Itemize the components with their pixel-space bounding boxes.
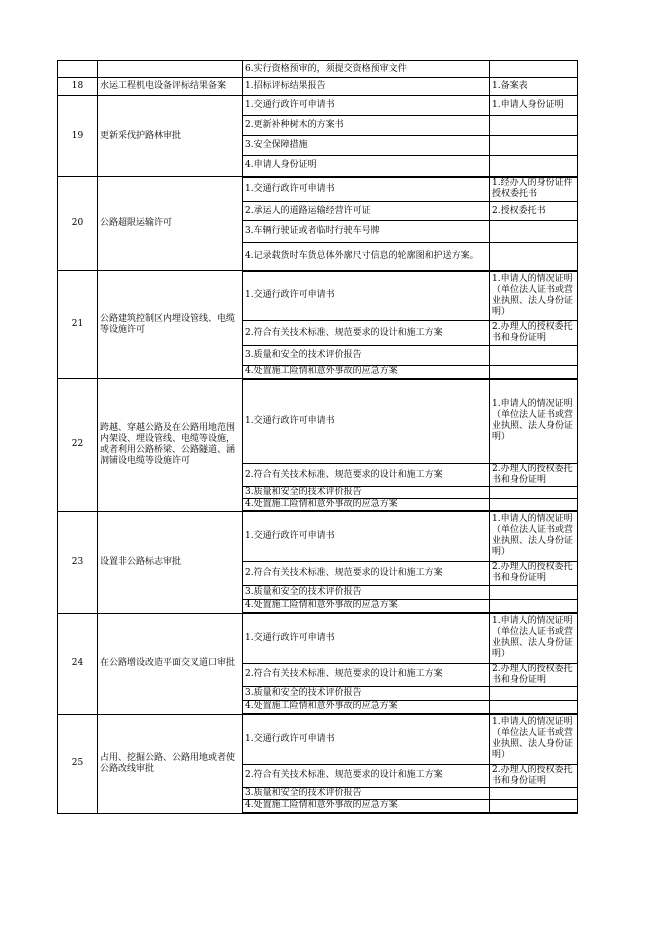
table-row	[58, 271, 578, 321]
table-row	[58, 714, 578, 764]
supplementary-material	[490, 61, 578, 78]
supplementary-material: 2.办理人的授权委托书和身份证明	[490, 764, 578, 787]
supplementary-material: 2.办理人的授权委托书和身份证明	[490, 464, 578, 487]
required-material: 1.交通行政许可申请书	[243, 511, 490, 561]
required-material: 3.质量和安全的技术评价报告	[243, 686, 490, 700]
supplementary-material: 1.经办人的身份证件授权委托书	[490, 177, 578, 202]
required-material: 4.记录载货时车货总体外廓尺寸信息的轮廓图和护送方案。	[243, 243, 490, 271]
item-number: 21	[58, 271, 98, 379]
table-row	[58, 511, 578, 561]
item-name: 在公路增设改造平面交叉道口审批	[98, 613, 243, 714]
item-name: 公路超限运输许可	[98, 177, 243, 271]
supplementary-material: 1.申请人的情况证明（单位法人证书或营业执照、法人身份证明）	[490, 271, 578, 321]
required-material: 4.处置施工险情和意外事故的应急方案	[243, 700, 490, 714]
required-material: 1.交通行政许可申请书	[243, 379, 490, 464]
supplementary-material: 2.办理人的授权委托书和身份证明	[490, 321, 578, 346]
required-material: 2.符合有关技术标准、规范要求的设计和施工方案	[243, 561, 490, 585]
required-material: 3.质量和安全的技术评价报告	[243, 487, 490, 499]
item-name: 水运工程机电设备评标结果备案	[98, 78, 243, 96]
supplementary-material	[490, 585, 578, 599]
required-material: 3.质量和安全的技术评价报告	[243, 346, 490, 366]
required-material: 4.处置施工险情和意外事故的应急方案	[243, 499, 490, 512]
required-material: 4.处置施工险情和意外事故的应急方案	[243, 366, 490, 379]
required-material: 3.质量和安全的技术评价报告	[243, 787, 490, 799]
table-row	[58, 78, 578, 96]
item-name: 占用、挖掘公路、公路用地或者使公路改线审批	[98, 714, 243, 813]
table-row	[58, 177, 578, 202]
supplementary-material	[490, 487, 578, 499]
supplementary-material	[490, 136, 578, 156]
item-number: 19	[58, 96, 98, 177]
supplementary-material: 2.办理人的授权委托书和身份证明	[490, 561, 578, 585]
required-material: 2.符合有关技术标准、规范要求的设计和施工方案	[243, 321, 490, 346]
supplementary-material: 1.申请人的情况证明（单位法人证书或营业执照、法人身份证明）	[490, 613, 578, 663]
supplementary-material: 1.备案表	[490, 78, 578, 96]
required-material: 1.招标评标结果报告	[243, 78, 490, 96]
supplementary-material	[490, 243, 578, 271]
required-material: 3.车辆行驶证或者临时行驶车号牌	[243, 221, 490, 243]
supplementary-material	[490, 599, 578, 613]
item-number	[58, 61, 98, 78]
table-row	[58, 61, 578, 78]
item-name: 更新采伐护路林审批	[98, 96, 243, 177]
required-material: 2.更新补种树木的方案书	[243, 116, 490, 136]
table-row	[58, 613, 578, 663]
supplementary-material	[490, 499, 578, 512]
item-name: 设置非公路标志审批	[98, 511, 243, 613]
item-number: 18	[58, 78, 98, 96]
required-material: 4.申请人身份证明	[243, 156, 490, 177]
required-material: 1.交通行政许可申请书	[243, 613, 490, 663]
supplementary-material: 1.申请人的情况证明（单位法人证书或营业执照、法人身份证明）	[490, 714, 578, 764]
required-material: 2.符合有关技术标准、规范要求的设计和施工方案	[243, 464, 490, 487]
table-row	[58, 379, 578, 464]
required-material: 2.符合有关技术标准、规范要求的设计和施工方案	[243, 764, 490, 787]
supplementary-material	[490, 116, 578, 136]
item-name: 公路建筑控制区内埋设管线、电缆等设施许可	[98, 271, 243, 379]
supplementary-material: 2.办理人的授权委托书和身份证明	[490, 663, 578, 686]
supplementary-material	[490, 156, 578, 177]
required-material: 2.符合有关技术标准、规范要求的设计和施工方案	[243, 663, 490, 686]
required-material: 3.质量和安全的技术评价报告	[243, 585, 490, 599]
item-number: 24	[58, 613, 98, 714]
supplementary-material	[490, 799, 578, 813]
item-number: 20	[58, 177, 98, 271]
supplementary-material	[490, 366, 578, 379]
supplementary-material: 2.授权委托书	[490, 202, 578, 221]
required-material: 1.交通行政许可申请书	[243, 96, 490, 116]
supplementary-material: 1.申请人的情况证明（单位法人证书或营业执照、法人身份证明）	[490, 511, 578, 561]
required-material: 4.处置施工险情和意外事故的应急方案	[243, 599, 490, 613]
approval-items-table	[57, 60, 578, 814]
supplementary-material	[490, 346, 578, 366]
required-material: 6.实行资格预审的，须提交资格预审文件	[243, 61, 490, 78]
item-number: 22	[58, 379, 98, 512]
table-row	[58, 96, 578, 116]
supplementary-material	[490, 221, 578, 243]
item-number: 25	[58, 714, 98, 813]
supplementary-material	[490, 686, 578, 700]
supplementary-material: 1.申请人身份证明	[490, 96, 578, 116]
required-material: 1.交通行政许可申请书	[243, 177, 490, 202]
required-material: 1.交通行政许可申请书	[243, 714, 490, 764]
required-material: 2.承运人的道路运输经营许可证	[243, 202, 490, 221]
item-number: 23	[58, 511, 98, 613]
item-name: 跨越、穿越公路及在公路用地范围内架设、埋设管线、电缆等设施，或者利用公路桥梁、公路隧道、涵洞铺设电缆等设施许可	[98, 379, 243, 512]
supplementary-material	[490, 700, 578, 714]
required-material: 3.安全保障措施	[243, 136, 490, 156]
supplementary-material: 1.申请人的情况证明（单位法人证书或营业执照、法人身份证明）	[490, 379, 578, 464]
item-name	[98, 61, 243, 78]
supplementary-material	[490, 787, 578, 799]
required-material: 1.交通行政许可申请书	[243, 271, 490, 321]
required-material: 4.处置施工险情和意外事故的应急方案	[243, 799, 490, 813]
